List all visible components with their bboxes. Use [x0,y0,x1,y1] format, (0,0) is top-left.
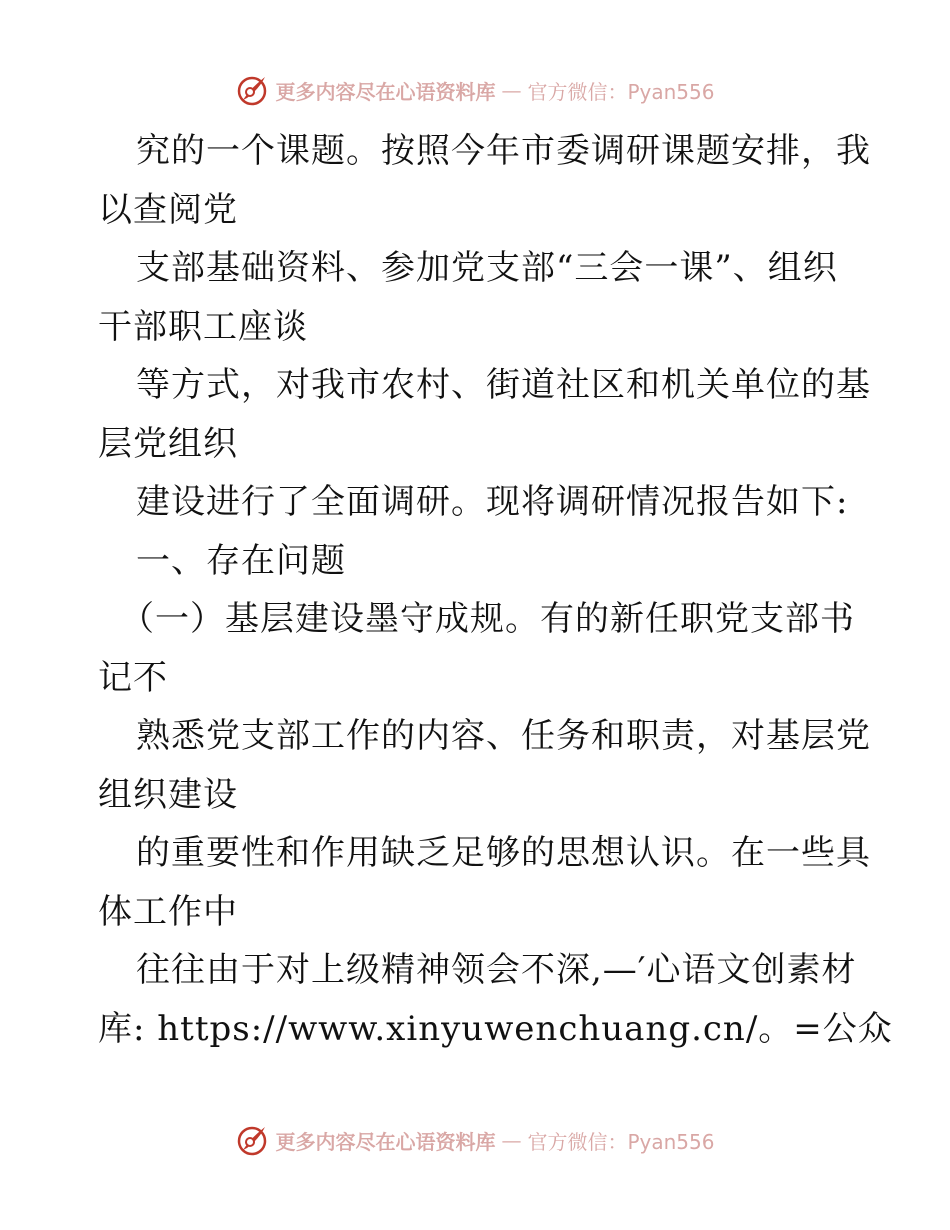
watermark-site-text: 更多内容尽在心语资料库 [275,1129,496,1154]
text-line: 等方式，对我市农村、街道社区和机关单位的基 [136,365,871,405]
text-line: 究的一个课题。按照今年市委调研课题安排，我 [136,131,871,171]
quill-logo-icon [235,1123,269,1157]
quill-logo-icon [235,73,269,107]
watermark-separator: — [501,1128,522,1152]
watermark-separator: — [501,78,522,102]
watermark-wechat-text: 官方微信：Pyan556 [527,1129,715,1154]
watermark-site-text: 更多内容尽在心语资料库 [275,79,496,104]
document-body [98,122,893,1058]
text-line: 库: https://www.xinyuwenchuang.cn/。=公众 [98,1008,893,1049]
watermark-wechat-text: 官方微信：Pyan556 [527,79,715,104]
section-heading: 一、存在问题 [136,540,346,581]
text-line: 往往由于对上级精神领会不深,—′心语文创素材 [136,950,857,990]
text-line: 组织建设 [98,774,238,815]
text-line: 层党组织 [98,423,238,464]
text-line: 体工作中 [98,891,238,932]
text-line: 支部基础资料、参加党支部“三会一课”、组织 [136,248,838,288]
text-line: 的重要性和作用缺乏足够的思想认识。在一些具 [136,833,871,873]
text-line: 建设进行了全面调研。现将调研情况报告如下: [136,482,849,522]
text-line: 记不 [98,657,168,698]
text-line: 熟悉党支部工作的内容、任务和职责，对基层党 [136,716,871,756]
footer-watermark [0,1120,950,1160]
header-watermark [0,70,950,110]
subsection-heading: （一）基层建设墨守成规。有的新任职党支部书 [120,599,855,639]
text-line: 以查阅党 [98,189,238,230]
text-line: 干部职工座谈 [98,306,308,347]
